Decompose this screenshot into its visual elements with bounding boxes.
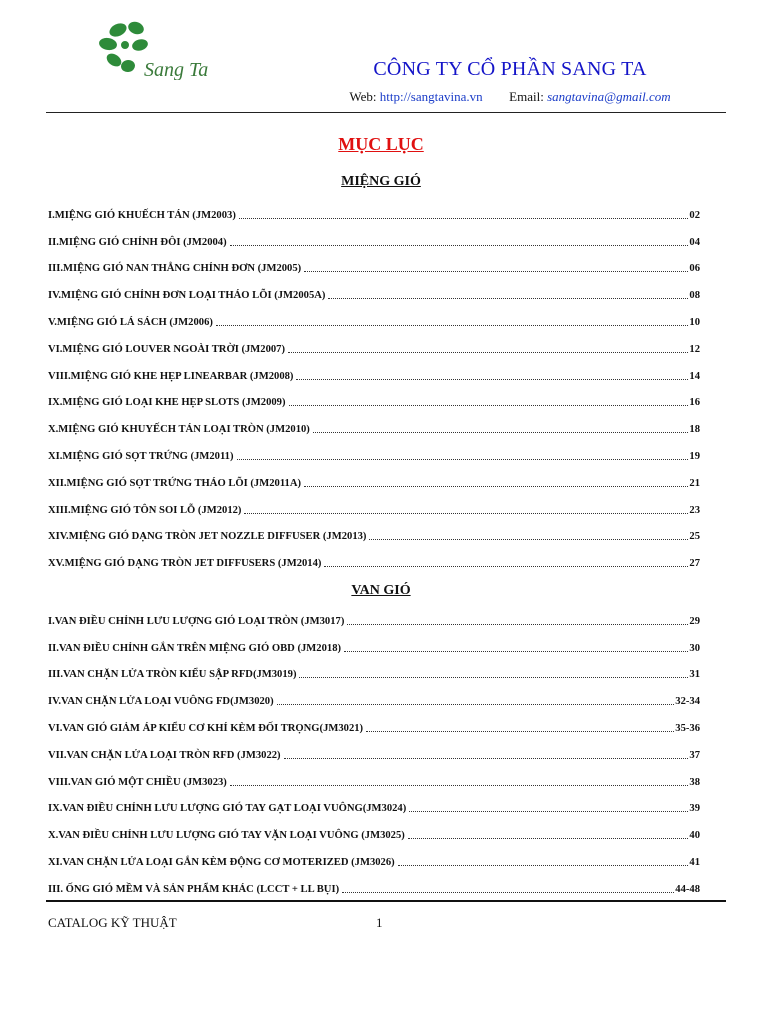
contact-line [300, 89, 720, 105]
toc-leader-dots [288, 352, 688, 353]
toc-entry-title: IV.MIỆNG GIÓ CHỈNH ĐƠN LOẠI THÁO LÕI (JM2005A) [48, 290, 326, 302]
toc-entry-page: 40 [689, 830, 700, 842]
toc-entry[interactable] [48, 707, 700, 734]
toc-leader-dots [344, 651, 688, 652]
company-logo [92, 18, 252, 80]
toc-entry-page: 30 [689, 642, 700, 654]
toc-leader-dots [296, 379, 688, 380]
toc-entry-page: 08 [689, 290, 700, 302]
toc-entry[interactable] [48, 355, 700, 382]
toc-entry[interactable] [48, 654, 700, 681]
toc-title: MỤC LỤC [338, 134, 424, 154]
toc-entry[interactable] [48, 868, 700, 895]
toc-entry[interactable] [48, 328, 700, 355]
toc-entry-page: 04 [689, 236, 700, 248]
toc-entry-title: X.VAN ĐIỀU CHỈNH LƯU LƯỢNG GIÓ TAY VẶN LOẠI VUÔNG (JM3025) [48, 830, 405, 842]
toc-entry[interactable] [48, 734, 700, 761]
flower-logo-icon [92, 18, 252, 80]
toc-entry-title: IX.VAN ĐIỀU CHỈNH LƯU LƯỢNG GIÓ TAY GẠT LOẠI VUÔNG(JM3024) [48, 803, 407, 815]
toc-entry-title: IV.VAN CHẶN LỬA LOẠI VUÔNG FD(JM3020) [48, 696, 274, 708]
toc-leader-dots [408, 838, 689, 839]
toc-entry[interactable] [48, 408, 700, 435]
toc-entry-page: 06 [689, 263, 700, 275]
toc-leader-dots [313, 432, 689, 433]
toc-entry-title: VII.VAN CHẶN LỬA LOẠI TRÒN RFD (JM3022) [48, 749, 281, 761]
toc-leader-dots [304, 486, 688, 487]
toc-entry-page: 10 [689, 316, 700, 328]
toc-entry-page: 32-34 [675, 696, 700, 708]
toc-entry[interactable] [48, 761, 700, 788]
toc-entry-title: VIII.MIỆNG GIÓ KHE HẸP LINEARBAR (JM2008) [48, 370, 294, 382]
toc-entry-title: VI.MIỆNG GIÓ LOUVER NGOÀI TRỜI (JM2007) [48, 343, 285, 355]
toc-leader-dots [277, 704, 675, 705]
toc-entry-page: 37 [689, 749, 700, 761]
footer-divider [46, 900, 726, 902]
toc-entry-title: XIII.MIỆNG GIÓ TÔN SOI LỖ (JM2012) [48, 504, 242, 516]
toc-leader-dots [230, 785, 689, 786]
toc-entry-page: 29 [689, 615, 700, 627]
toc-entry[interactable] [48, 814, 700, 841]
toc-entry-page: 16 [689, 397, 700, 409]
toc-entry-title: III.MIỆNG GIÓ NAN THẲNG CHỈNH ĐƠN (JM2005) [48, 263, 302, 275]
toc-leader-dots [216, 325, 689, 326]
toc-entry[interactable] [48, 382, 700, 409]
toc-entry[interactable] [48, 542, 700, 569]
toc-entry-title: VI.VAN GIÓ GIẢM ÁP KIỂU CƠ KHÍ KÈM ĐỐI TRỌNG(JM3021) [48, 722, 364, 734]
toc-entry-title: X.MIỆNG GIÓ KHUYẾCH TÁN LOẠI TRÒN (JM2010) [48, 424, 310, 436]
toc-entry-page: 35-36 [675, 722, 700, 734]
toc-entry-title: I.MIỆNG GIÓ KHUẾCH TÁN (JM2003) [48, 209, 236, 221]
toc-entry[interactable] [48, 600, 700, 627]
logo-petals [98, 20, 149, 73]
toc-leader-dots [409, 811, 688, 812]
toc-leader-dots [304, 271, 688, 272]
toc-leader-dots [244, 513, 688, 514]
toc-entry[interactable] [48, 841, 700, 868]
toc-entry[interactable] [48, 627, 700, 654]
toc-entry-title: III.VAN CHẶN LỬA TRÒN KIỂU SẬP RFD(JM3019) [48, 669, 297, 681]
toc-entry-title: XIV.MIỆNG GIÓ DẠNG TRÒN JET NOZZLE DIFFUSER (JM2013) [48, 531, 367, 543]
toc-list-mieng-gio [48, 194, 700, 569]
toc-entry[interactable] [48, 516, 700, 543]
toc-entry-page: 31 [689, 669, 700, 681]
toc-entry-title: XI.MIỆNG GIÓ SỌT TRỨNG (JM2011) [48, 450, 234, 462]
toc-leader-dots [347, 624, 688, 625]
email-link[interactable]: sangtavina@gmail.com [547, 89, 671, 104]
toc-entry-title: XI.VAN CHẶN LỬA LOẠI GẮN KÈM ĐỘNG CƠ MOTERIZED (JM3026) [48, 856, 395, 868]
toc-entry-title: IX.MIỆNG GIÓ LOẠI KHE HẸP SLOTS (JM2009) [48, 397, 286, 409]
toc-entry-page: 02 [689, 209, 700, 221]
toc-entry[interactable] [48, 301, 700, 328]
company-name: CÔNG TY CỔ PHẦN SANG TA [373, 58, 647, 80]
toc-entry-page: 23 [689, 504, 700, 516]
toc-entry[interactable] [48, 248, 700, 275]
toc-entry-page: 19 [689, 450, 700, 462]
web-link[interactable]: http://sangtavina.vn [379, 89, 483, 104]
toc-entry-page: 21 [689, 477, 700, 489]
toc-entry[interactable] [48, 462, 700, 489]
header-divider [46, 112, 726, 113]
toc-entry[interactable] [48, 489, 700, 516]
toc-leader-dots [398, 865, 689, 866]
footer-page-number: 1 [376, 915, 383, 930]
toc-leader-dots [289, 405, 689, 406]
toc-entry-title: V.MIỆNG GIÓ LÁ SÁCH (JM2006) [48, 316, 213, 328]
toc-entry-title: II.VAN ĐIỀU CHỈNH GẮN TRÊN MIỆNG GIÓ OBD (JM2018) [48, 642, 342, 654]
toc-entry-page: 18 [689, 424, 700, 436]
toc-entry-page: 12 [689, 343, 700, 355]
toc-entry[interactable] [48, 194, 700, 221]
toc-leader-dots [369, 539, 688, 540]
toc-entry[interactable] [48, 680, 700, 707]
section-heading-van-gio: VAN GIÓ [351, 583, 411, 598]
toc-entry[interactable] [48, 435, 700, 462]
toc-entry-page: 27 [689, 558, 700, 570]
toc-entry-title: III. ỐNG GIÓ MỀM VÀ SẢN PHẨM KHÁC (LCCT + LL BỤI) [48, 883, 340, 895]
toc-entry[interactable] [48, 788, 700, 815]
toc-entry[interactable] [48, 274, 700, 301]
toc-entry-title: VIII.VAN GIÓ MỘT CHIỀU (JM3023) [48, 776, 227, 788]
toc-entry[interactable] [48, 221, 700, 248]
toc-list-van-gio [48, 600, 700, 895]
toc-leader-dots [299, 677, 688, 678]
toc-leader-dots [230, 245, 689, 246]
section-heading-mieng-gio: MIỆNG GIÓ [341, 174, 421, 189]
logo-text: Sang Ta [144, 59, 209, 80]
toc-entry-title: II.MIỆNG GIÓ CHỈNH ĐÔI (JM2004) [48, 236, 227, 248]
toc-entry-page: 41 [689, 856, 700, 868]
toc-leader-dots [284, 758, 689, 759]
toc-leader-dots [328, 298, 688, 299]
toc-entry-page: 39 [689, 803, 700, 815]
toc-entry-page: 14 [689, 370, 700, 382]
toc-entry-page: 25 [689, 531, 700, 543]
toc-leader-dots [237, 459, 689, 460]
toc-entry-title: XV.MIỆNG GIÓ DẠNG TRÒN JET DIFFUSERS (JM2014) [48, 558, 322, 570]
toc-entry-page: 38 [689, 776, 700, 788]
web-label: Web: [349, 89, 377, 104]
footer-catalog-label: CATALOG KỸ THUẬT [48, 915, 177, 930]
toc-leader-dots [366, 731, 674, 732]
toc-entry-page: 44-48 [675, 883, 700, 895]
email-label: Email: [509, 89, 544, 104]
toc-entry-title: I.VAN ĐIỀU CHỈNH LƯU LƯỢNG GIÓ LOẠI TRÒN (JM3017) [48, 615, 345, 627]
toc-leader-dots [324, 566, 688, 567]
toc-leader-dots [239, 218, 689, 219]
toc-entry-title: XII.MIỆNG GIÓ SỌT TRỨNG THÁO LÕI (JM2011A) [48, 477, 302, 489]
toc-leader-dots [342, 892, 674, 893]
